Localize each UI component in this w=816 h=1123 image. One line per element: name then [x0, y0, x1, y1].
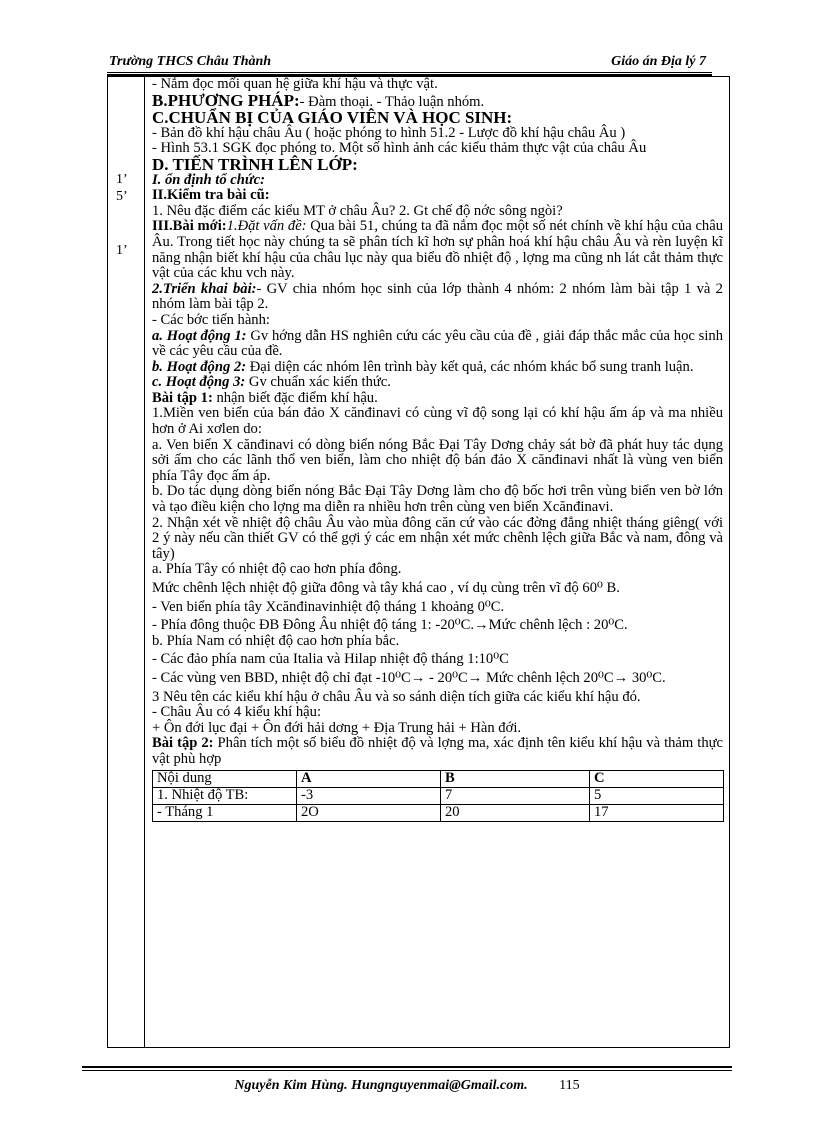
text-line: Đại diện các nhóm lên trình bày kết quả, các nhóm khác bổ sung tranh luận. — [246, 358, 694, 375]
text-line: b. Do tác dụng dòng biển nóng Bắc Đại Tây Dơng làm cho độ bốc hơi trên vùng biển ven bờ lớn và tạo điều kiện cho lợng ma diễn ra nhiều hơn trên cùng ven biển Xcănđinavi. — [152, 483, 723, 516]
time-mark: 1’ — [116, 243, 128, 258]
table-header-cell: B — [441, 770, 590, 787]
lesson-frame — [107, 76, 730, 1048]
data-table — [152, 770, 724, 822]
table-header-cell: A — [297, 770, 441, 787]
table-cell: 7 — [441, 787, 590, 804]
text-line: - Phía đông thuộc ĐB Đông Âu nhiệt độ táng 1: -20⁰C.→Mức chênh lệch : 20⁰C. — [152, 617, 628, 634]
page-footer — [82, 1066, 732, 1093]
table-cell: 17 — [590, 804, 724, 821]
subsection-heading: I. ổn định tổ chức: — [152, 171, 265, 188]
table-cell: 1. Nhiệt độ TB: — [153, 787, 297, 804]
text-line: - Các bớc tiến hành: — [152, 311, 270, 328]
text-line: a. Phía Tây có nhiệt độ cao hơn phía đông. — [152, 561, 402, 578]
inline-heading: c. Hoạt động 3: — [152, 374, 246, 391]
section-heading: B.PHƯƠNG PHÁP: — [152, 90, 300, 110]
text-line: 1.Miền ven biển của bán đảo X cănđinavi có cùng vĩ độ song lại có khí hậu ấm áp và ma nhiều hơn ở Ai xơlen do: — [152, 405, 723, 438]
paragraph — [152, 282, 723, 313]
text-line: 3 Nêu tên các kiểu khí hậu ở châu Âu và so sánh diện tích giữa các kiểu khí hậu đó. — [152, 688, 641, 705]
text-line: - Châu Âu có 4 kiểu khí hậu: — [152, 704, 322, 721]
section-heading: D. TIẾN TRÌNH LÊN LỚP: — [152, 154, 358, 174]
footer-text — [82, 1078, 732, 1094]
table-cell: 20 — [441, 804, 590, 821]
text-line: 1. Nêu đặc điểm các kiểu MT ở châu Âu? 2. Gt chế độ nớc sông ngòi? — [152, 202, 563, 219]
inline-heading: b. Hoạt động 2: — [152, 358, 247, 375]
text-line: Mức chênh lệch nhiệt độ giữa đông và tây khá cao , ví dụ cùng trên vĩ độ 60⁰ B. — [152, 580, 620, 596]
inline-heading: a. Hoạt động 1: — [152, 327, 247, 344]
text-line: - Các vùng ven BBD, nhiệt độ chỉ đạt -10⁰C→ - 20⁰C→ Mức chênh lệch 20⁰C→ 30⁰C. — [152, 669, 666, 686]
subject-title: Giáo án Địa lý 7 — [611, 54, 706, 69]
text-line: - Nắm đọc mối quan hệ giữa khí hậu và thực vật. — [152, 76, 438, 92]
table-header-cell: C — [590, 770, 724, 787]
section-heading: C.CHUẨN BỊ CỦA GIÁO VIÊN VÀ HỌC SINH: — [152, 108, 513, 128]
paragraph — [152, 375, 723, 391]
time-mark: 1’ — [116, 172, 128, 187]
text-line: Gv chuẩn xác kiến thức. — [245, 374, 391, 391]
lesson-content — [152, 77, 723, 822]
header-rule — [107, 72, 712, 73]
paragraph — [152, 360, 723, 376]
text-line: Phân tích một số biểu đồ nhiệt độ và lợng ma, xác định tên kiểu khí hậu và thảm thực vật phù hợp — [152, 735, 723, 767]
table-header-cell: Nội dung — [153, 770, 297, 787]
time-mark: 5’ — [116, 189, 128, 204]
paragraph — [152, 736, 723, 767]
page-number: 115 — [559, 1078, 580, 1093]
text-line: + Ôn đới lục đại + Ôn đới hải dơng + Địa Trung hải + Hàn đới. — [152, 719, 522, 736]
paragraph — [152, 219, 723, 281]
text-line: - Ven biển phía tây Xcănđinavinhiệt độ tháng 1 khoảng 0⁰C. — [152, 598, 505, 615]
text-line: Gv hớng dẫn HS nghiên cứu các yêu cầu của đề , giải đáp thắc mắc của học sinh về các yêu cầu của đề. — [152, 327, 724, 360]
school-name: Trường THCS Châu Thành — [109, 54, 272, 69]
table-row — [153, 804, 724, 821]
text-line: - Bản đồ khí hậu châu Âu ( hoặc phóng to hình 51.2 - Lược đồ khí hậu châu Âu ) — [152, 124, 626, 141]
table-header-row — [153, 770, 724, 787]
inline-heading: 2.Triển khai bài: — [152, 280, 257, 297]
subsection-heading: II.Kiểm tra bài cũ: — [152, 187, 270, 204]
table-cell: 2O — [297, 804, 441, 821]
table-cell: - Tháng 1 — [153, 804, 297, 821]
text-line: a. Ven biển X cănđinavi có dòng biển nóng Bắc Đại Tây Dơng chảy sát bờ đã phát huy tác dụng sởi ấm cho các lãnh thổ ven biển, làm cho nhiệt độ bán đảo X cănđinavi nhất là vùng ven biển phía Tây đọc ấm áp. — [152, 436, 723, 484]
text-line: - Hình 53.1 SGK đọc phóng to. Một số hình ảnh các kiểu thảm thực vật của châu Âu — [152, 140, 647, 157]
time-column-divider — [144, 77, 145, 1047]
text-line: - Đàm thoại. - Thảo luận nhóm. — [299, 93, 485, 110]
text-line: b. Phía Nam có nhiệt độ cao hơn phía bắc. — [152, 632, 400, 649]
page-header — [107, 50, 712, 74]
text-line: - Các đảo phía nam của Italia và Hilap nhiệt độ tháng 1:10⁰C — [152, 651, 509, 668]
subsection-heading: III.Bài mới: — [152, 218, 227, 235]
footer-rule — [82, 1066, 732, 1068]
table-row — [153, 787, 724, 804]
footer-rule-thin — [82, 1070, 732, 1071]
author-credit: Nguyễn Kim Hùng. Hungnguyenmai@Gmail.com. — [234, 1078, 528, 1093]
text-line: - GV chia nhóm học sinh của lớp thành 4 nhóm: 2 nhóm làm bài tập 1 và 2 nhóm làm bài tập 2. — [152, 280, 723, 313]
table-cell: 5 — [590, 787, 724, 804]
text-line: 2. Nhận xét về nhiệt độ châu Âu vào mùa đông căn cứ vào các đờng đẳng nhiệt tháng giêng( với 2 ý này nếu cần thiết GV có thể gợi ý các em nhận xét mức chênh lệch giữa Bắc và nam, đông và tây) — [152, 514, 723, 562]
paragraph — [152, 391, 723, 407]
text-line: nhận biết đặc điểm khí hậu. — [212, 389, 378, 406]
exercise-heading: Bài tập 1: — [152, 389, 213, 406]
inline-heading: 1.Đặt vấn đề: — [226, 218, 307, 235]
paragraph — [152, 329, 723, 360]
text-line: Qua bài 51, chúng ta đã nắm đọc một số nét chính về khí hậu của châu Âu. Trong tiết học này chúng ta sẽ phân tích kĩ hơn sự phân hoá khí hậu châu Âu và rèn luyện kĩ năng nhận biết khí hậu của châu lục này qua biểu đồ nhiệt độ , lợng ma cũng nh lát cắt thảm thực vật của các khu vch này. — [152, 218, 723, 282]
exercise-heading: Bài tập 2: — [152, 735, 214, 752]
table-cell: -3 — [297, 787, 441, 804]
